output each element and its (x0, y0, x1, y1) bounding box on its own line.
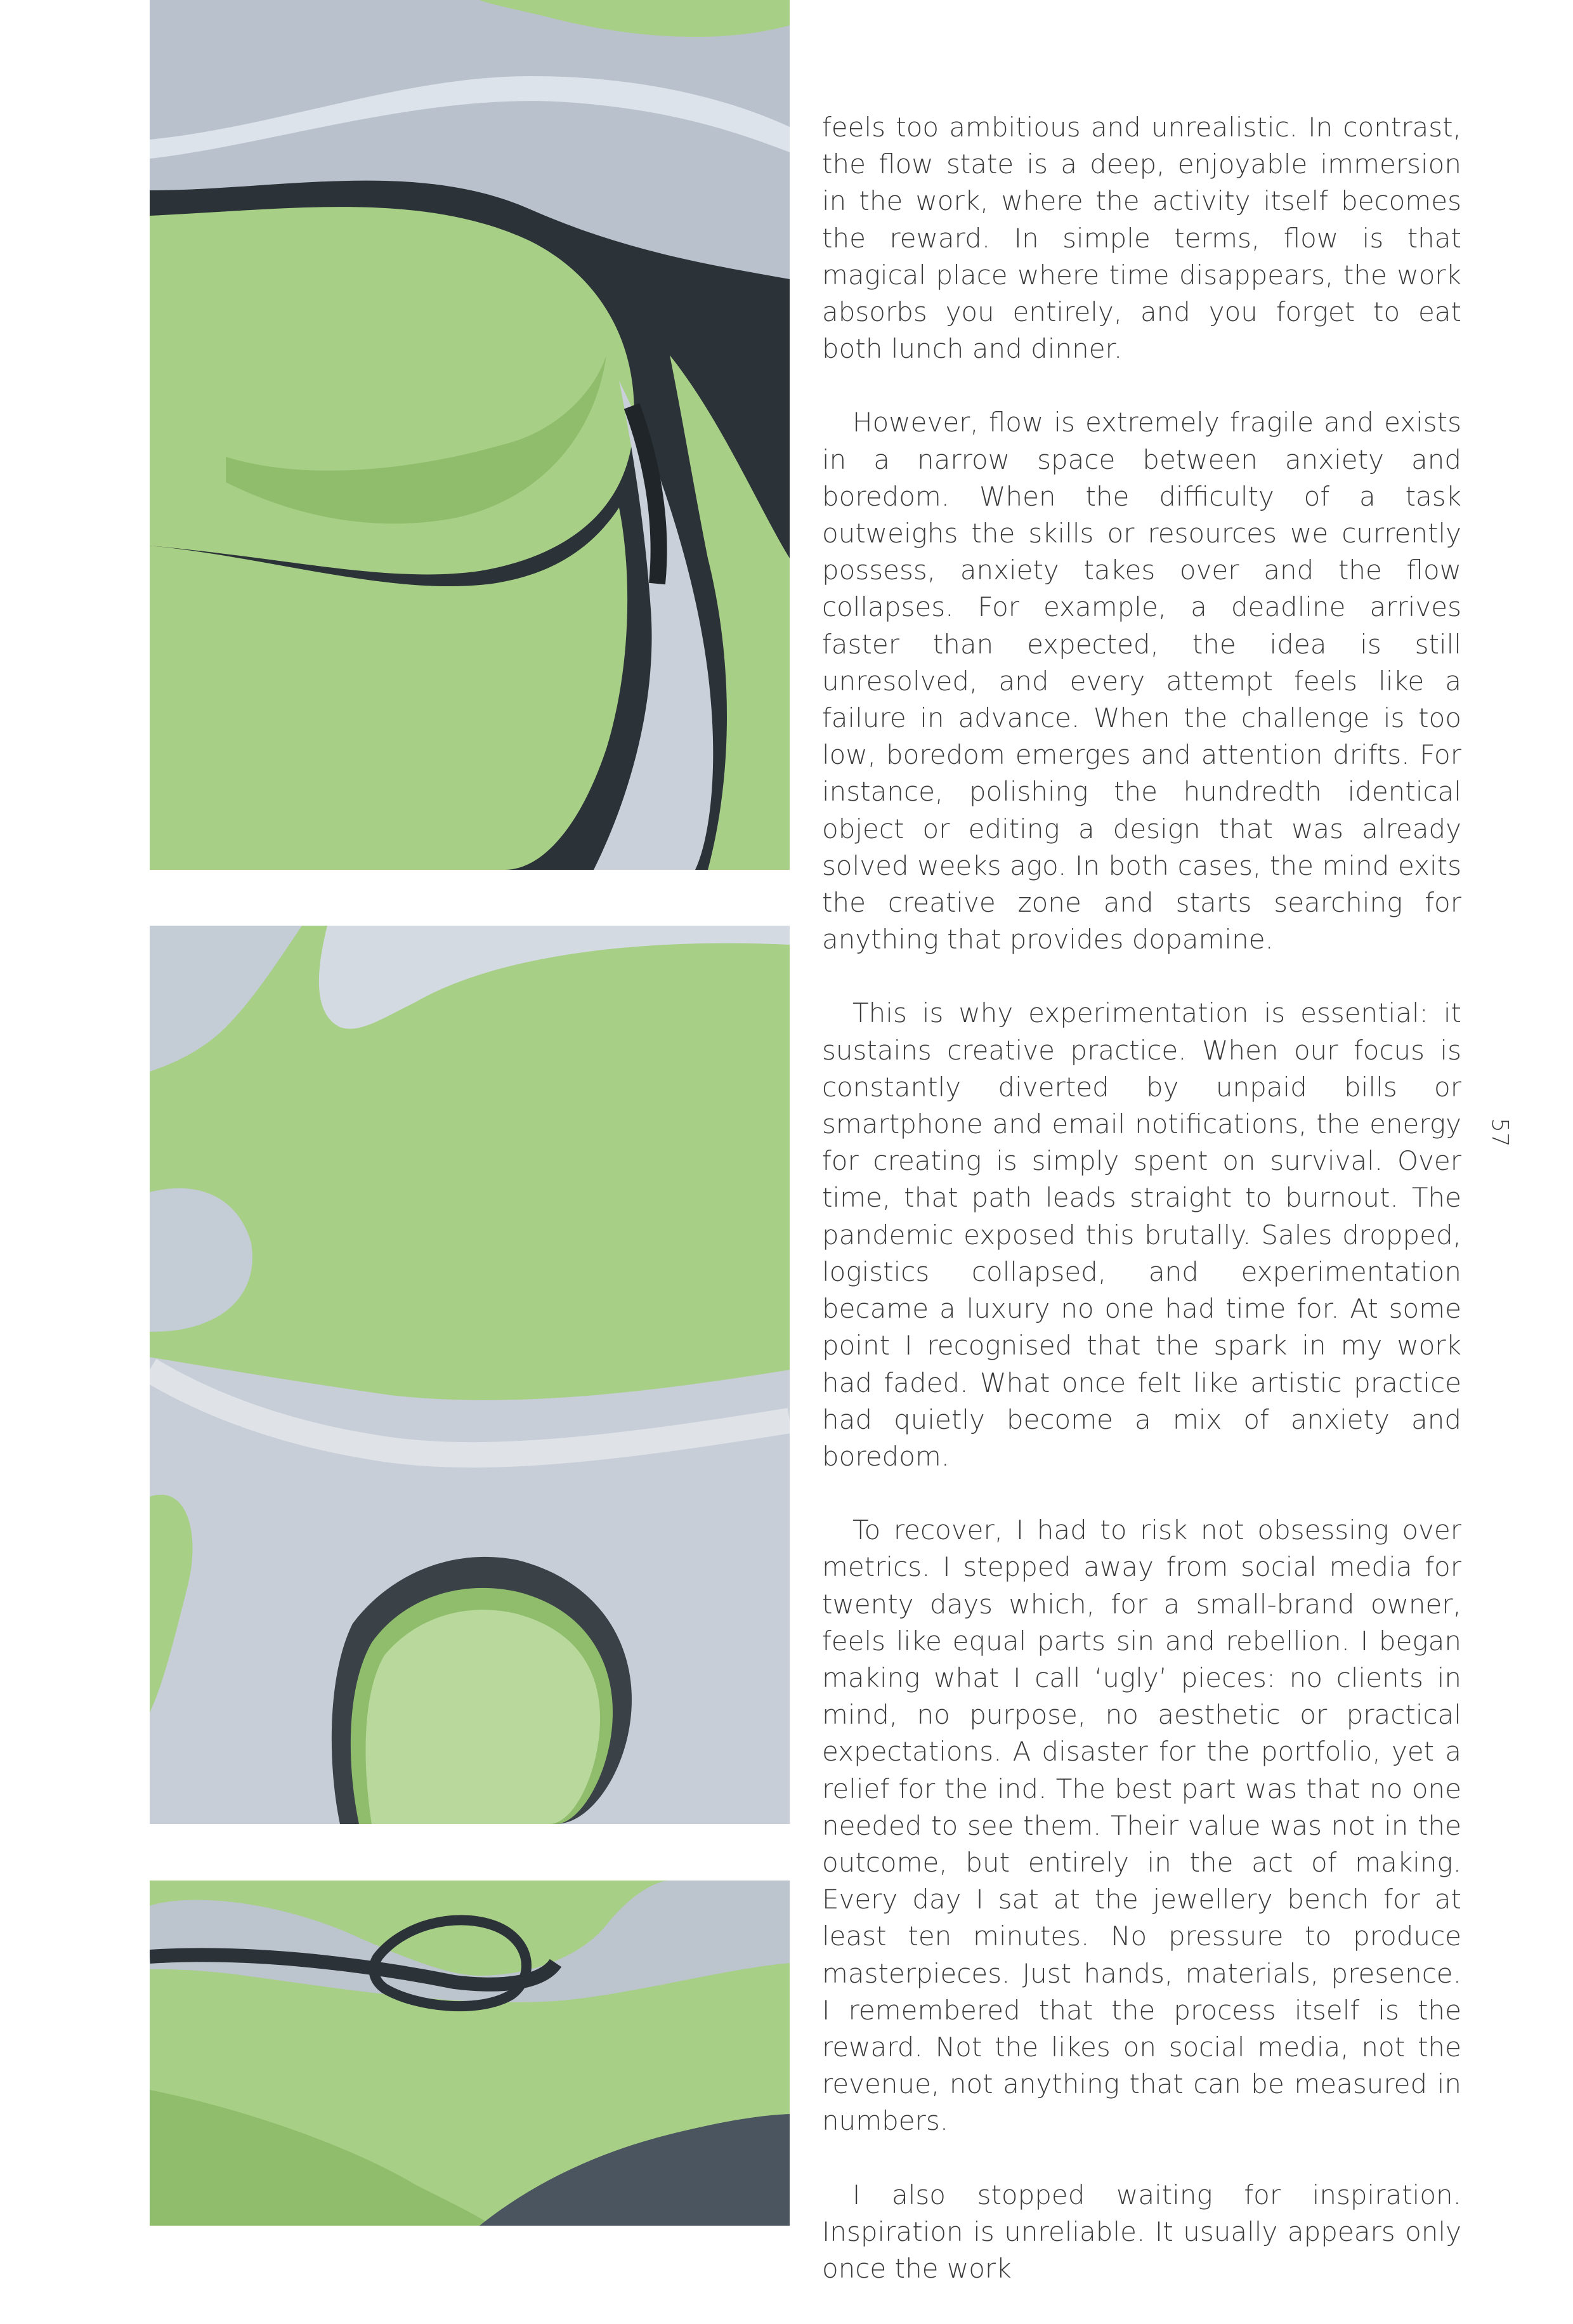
paragraph-4: To recover, I had to risk not obsessing over metrics. I stepped away from social media for twenty days which, for a small-brand owner, feels like equal parts sin and rebellion. I began making what I call ‘ugly’ pieces: no clients in mind, no purpose, no aesthetic or practical expectations. A disaster for the portfolio, yet a relief for the ind. The best part was that no one needed to see them. Their value was not in the outcome, but entirely in the act of making. Every day I sat at the jewellery bench for at least ten minutes. No pressure to produce masterpieces. Just hands, materials, presence. I remembered that the process itself is the reward. Not the likes on social media, not the revenue, not anything that can be measured in numbers. (822, 1514, 1461, 2137)
artwork-panel-top (150, 0, 790, 870)
abstract-green-silver-artwork (150, 1881, 790, 2226)
abstract-green-silver-artwork (150, 0, 790, 870)
abstract-green-silver-artwork (150, 926, 790, 1824)
artwork-panel-bottom (150, 1881, 790, 2226)
paragraph-5: I also stopped waiting for inspiration. Inspiration is unreliable. It usually appears only once the work (822, 2179, 1461, 2284)
artwork-panel-middle (150, 926, 790, 1824)
page-number: 57 (1487, 1118, 1513, 1147)
paragraph-1: feels too ambitious and unrealistic. In contrast, the flow state is a deep, enjoyable immersion in the work, where the activity itself becomes the reward. In simple terms, flow is that magical place where time disappears, the work absorbs you entirely, and you forget to eat both lunch and dinner. (822, 112, 1461, 365)
paragraph-2: However, flow is extremely fragile and exists in a narrow space between anxiety and boredom. When the difficulty of a task outweighs the skills or resources we currently possess, anxiety takes over and the flow collapses. For example, a deadline arrives faster than expected, the idea is still unresolved, and every attempt feels like a failure in advance. When the challenge is too low, boredom emerges and attention drifts. For instance, polishing the hundredth identical object or editing a design that was already solved weeks ago. In both cases, the mind exits the creative zone and starts searching for anything that provides dopamine. (822, 407, 1461, 955)
article-body (822, 109, 1461, 2324)
paragraph-3: This is why experimentation is essential: it sustains creative practice. When our focus is constantly diverted by unpaid bills or smartphone and email notifications, the energy for creating is simply spent on survival. Over time, that path leads straight to burnout. The pandemic exposed this brutally. Sales dropped, logistics collapsed, and experimentation became a luxury no one had time for. At some point I recognised that the spark in my work had faded. What once felt like artistic practice had quietly become a mix of anxiety and boredom. (822, 997, 1461, 1472)
